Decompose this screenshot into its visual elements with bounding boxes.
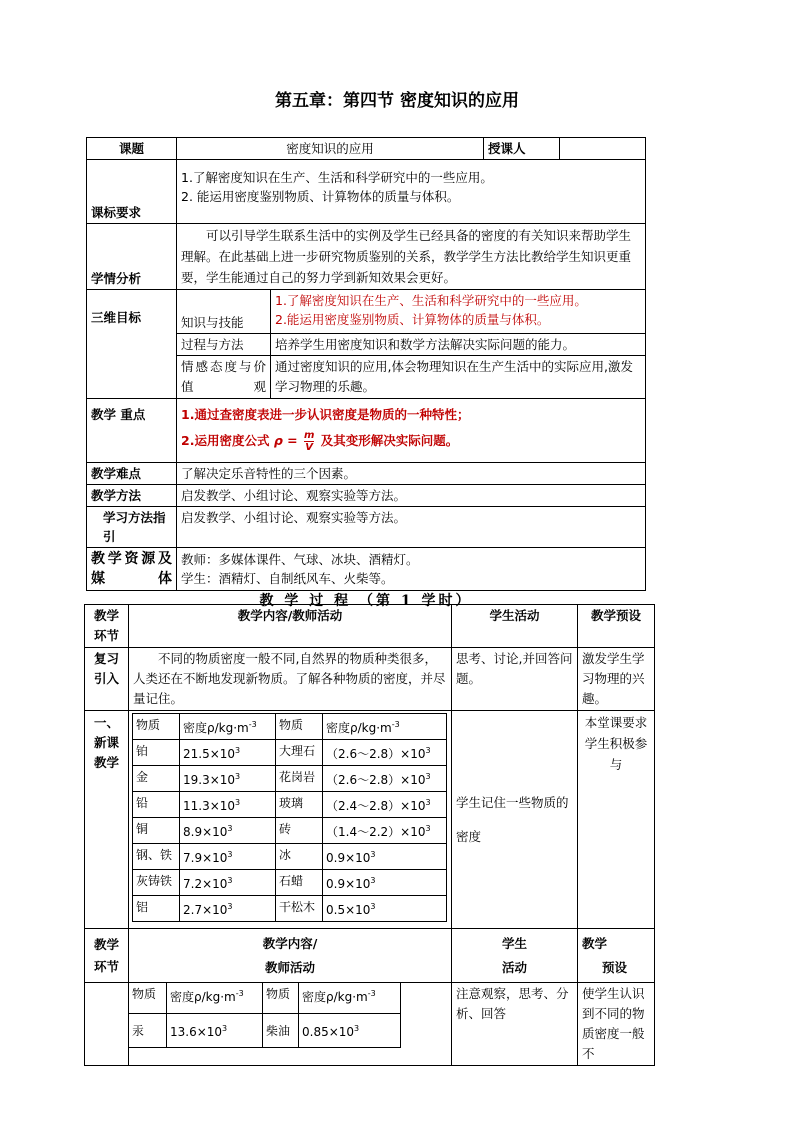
density-exponent: 3: [370, 850, 376, 859]
liquids-table: [128, 982, 401, 1048]
difficulty-text: 了解决定乐音特性的三个因素。: [177, 463, 646, 485]
liquids-header-material-2: 物质: [263, 983, 299, 1014]
density-row: [133, 792, 447, 818]
density-row: [133, 766, 447, 792]
knowledge-line-2: 2.能运用密度鉴别物质、计算物体的质量与体积。: [275, 312, 550, 327]
difficulty-label: 教学难点: [87, 463, 177, 485]
teaching-process-table: [84, 604, 655, 1066]
density-mantissa: 2.7×10: [183, 903, 228, 917]
density-mantissa: 19.3×10: [183, 773, 236, 787]
knowledge-line-1: 1.了解密度知识在生产、生活和科学研究中的一些应用。: [275, 293, 587, 308]
density-table-header: [133, 714, 447, 740]
liquids-header-density-1: [167, 983, 263, 1014]
liquids-row: [129, 1014, 401, 1048]
analysis-text: 可以引导学生联系生活中的实例及学生已经具备的密度的有关知识来帮助学生理解。在此基础上进一步研究物质鉴别的关系，教学学生方法比教给学生知识更重要，学生能通过自己的努力学到新知效果会更好。: [177, 224, 646, 290]
goals-label: 三维目标: [87, 290, 177, 399]
equals-sign: =: [287, 433, 298, 448]
material-name: 砖: [276, 818, 323, 844]
density-exponent: 3: [235, 772, 241, 781]
liquids-stage: [85, 983, 129, 1066]
material-name: 钢、铁: [133, 844, 180, 870]
density-value: [323, 740, 447, 766]
density-mantissa: （1.4～2.2）×10: [326, 825, 426, 839]
density-value: [167, 1014, 263, 1048]
density-value: [180, 792, 276, 818]
standards-line-1: 1.了解密度知识在生产、生活和科学研究中的一些应用。: [181, 170, 493, 185]
density-value: [323, 844, 447, 870]
second-header-preset-line-1: 教学: [582, 935, 608, 951]
emotion-label: 情感态度与价值观: [177, 356, 271, 399]
density-header-material-1: 物质: [133, 714, 180, 740]
resources-content: [177, 548, 646, 591]
material-name: 汞: [129, 1014, 167, 1048]
teacher-label: 授课人: [484, 138, 560, 160]
density-value: [180, 818, 276, 844]
density-mantissa: 0.85×10: [302, 1025, 355, 1039]
density-exponent: 3: [425, 824, 431, 833]
density-table: [132, 713, 447, 922]
second-header-stage: 教学环节: [85, 929, 129, 983]
liquids-header-text-2: 密度ρ/kg·m: [302, 990, 368, 1004]
density-value: [180, 740, 276, 766]
second-header-preset-line-2: 预设: [602, 959, 628, 975]
liquids-header-density-2: [299, 983, 401, 1014]
material-name: 铜: [133, 818, 180, 844]
liquids-table-cell: [129, 983, 452, 1066]
page-title: 第五章：第四节 密度知识的应用: [275, 91, 519, 111]
density-header-density-2: [323, 714, 447, 740]
density-value: [323, 766, 447, 792]
emotion-text: 通过密度知识的应用,体会物理知识在生产生活中的实际应用,激发学习物理的乐趣。: [271, 356, 646, 399]
liquids-header-exp-2: -3: [367, 989, 376, 998]
study-method-label: 学习方法指引: [87, 507, 177, 548]
material-name: 大理石: [276, 740, 323, 766]
knowledge-content: [271, 290, 646, 334]
density-value: [323, 818, 447, 844]
topic-value: 密度知识的应用: [177, 138, 484, 160]
knowledge-label: 知识与技能: [177, 290, 271, 334]
study-method-text: 启发教学、小组讨论、观察实验等方法。: [177, 507, 646, 548]
process-title: 教 学 过 程 （第 1 学时）: [259, 593, 473, 609]
lesson-plan-table: [86, 137, 646, 612]
topic-label: 课题: [87, 138, 177, 160]
density-exponent: 3: [425, 798, 431, 807]
material-name: 铂: [133, 740, 180, 766]
density-mantissa: （2.4～2.8）×10: [326, 799, 426, 813]
density-mantissa: 21.5×10: [183, 747, 236, 761]
formula-denominator: V: [305, 442, 314, 453]
material-name: 柴油: [263, 1014, 299, 1048]
density-value: [180, 870, 276, 896]
key-point-2: [181, 430, 641, 453]
density-row: [133, 870, 447, 896]
density-exponent: 3: [222, 1024, 228, 1033]
method-label: 教学方法: [87, 485, 177, 507]
material-name: 石蜡: [276, 870, 323, 896]
density-exponent: 3: [354, 1024, 360, 1033]
method-text: 启发教学、小组讨论、观察实验等方法。: [177, 485, 646, 507]
material-name: 铅: [133, 792, 180, 818]
density-mantissa: 0.9×10: [326, 851, 371, 865]
new-lesson-preset: 本堂课要求学生积极参与: [578, 711, 655, 929]
density-value: [323, 870, 447, 896]
density-exponent: 3: [227, 902, 233, 911]
density-formula-fraction: [304, 430, 314, 453]
key-points-label: 教学 重点: [87, 399, 177, 463]
density-header-material-2: 物质: [276, 714, 323, 740]
resources-student: 学生：酒精灯、自制纸风车、火柴等。: [181, 571, 394, 586]
liquids-header-text-1: 密度ρ/kg·m: [170, 990, 236, 1004]
key-point-2-post: 及其变形解决实际问题。: [320, 433, 459, 448]
process-method-label: 过程与方法: [177, 334, 271, 356]
material-name: 金: [133, 766, 180, 792]
material-name: 玻璃: [276, 792, 323, 818]
standards-content: [177, 160, 646, 224]
density-mantissa: 7.2×10: [183, 877, 228, 891]
second-header-student-line-1: 学生: [501, 935, 527, 951]
material-name: 花岗岩: [276, 766, 323, 792]
density-mantissa: 0.9×10: [326, 877, 371, 891]
density-row: [133, 818, 447, 844]
liquids-table-header: [129, 983, 401, 1014]
density-value: [323, 792, 447, 818]
header-preset: 教学预设: [578, 605, 655, 648]
standards-label: 课标要求: [87, 160, 177, 224]
key-point-1: 1.通过查密度表进一步认识密度是物质的一种特性；: [181, 407, 470, 422]
material-name: 冰: [276, 844, 323, 870]
density-mantissa: 11.3×10: [183, 799, 236, 813]
density-exponent: 3: [425, 772, 431, 781]
second-header-content: [129, 929, 452, 983]
density-exponent: 3: [227, 876, 233, 885]
header-stage: 教学环节: [85, 605, 129, 648]
second-header-student-line-2: 活动: [501, 959, 527, 975]
density-mantissa: （2.6～2.8）×10: [326, 747, 426, 761]
density-symbol: ρ: [273, 433, 283, 448]
key-point-2-pre: 2.运用密度公式: [181, 433, 270, 448]
density-mantissa: 8.9×10: [183, 825, 228, 839]
density-header-exp-2: -3: [391, 720, 400, 729]
standards-line-2: 2. 能运用密度鉴别物质、计算物体的质量与体积。: [181, 189, 460, 204]
header-content: 教学内容/教师活动: [129, 605, 452, 648]
density-header-text-2: 密度ρ/kg·m: [326, 721, 392, 735]
material-name: 干松木: [276, 896, 323, 922]
density-mantissa: （2.6～2.8）×10: [326, 773, 426, 787]
density-header-exp-1: -3: [248, 720, 257, 729]
liquids-header-material-1: 物质: [129, 983, 167, 1014]
density-table-cell: [129, 711, 452, 929]
teacher-value: [560, 138, 646, 160]
header-student: 学生活动: [452, 605, 578, 648]
density-exponent: 3: [235, 798, 241, 807]
review-student: 思考、讨论,并回答问题。: [452, 648, 578, 711]
second-header-content-line-1: 教学内容/: [262, 935, 318, 951]
density-value: [323, 896, 447, 922]
second-header-content-line-2: 教师活动: [264, 959, 315, 975]
density-exponent: 3: [370, 902, 376, 911]
density-row: [133, 896, 447, 922]
analysis-label: 学情分析: [87, 224, 177, 290]
density-row: [133, 844, 447, 870]
process-method-text: 培养学生用密度知识和数学方法解决实际问题的能力。: [271, 334, 646, 356]
material-name: 铝: [133, 896, 180, 922]
density-exponent: 3: [425, 746, 431, 755]
density-exponent: 3: [227, 850, 233, 859]
liquids-preset: 使学生认识到不同的物质密度一般不: [578, 983, 655, 1066]
formula-numerator: m: [303, 430, 315, 441]
density-mantissa: 7.9×10: [183, 851, 228, 865]
new-lesson-student: 学生记住一些物质的密度: [452, 711, 578, 929]
key-points-content: [177, 399, 646, 463]
liquids-header-exp-1: -3: [235, 989, 244, 998]
density-row: [133, 740, 447, 766]
material-name: 灰铸铁: [133, 870, 180, 896]
review-content: 不同的物质密度一般不同,自然界的物质种类很多，人类还在不断地发现新物质。了解各种物质的密度，并尽量记住。: [129, 648, 452, 711]
review-preset: 激发学生学习物理的兴趣。: [578, 648, 655, 711]
density-header-text-1: 密度ρ/kg·m: [183, 721, 249, 735]
density-header-density-1: [180, 714, 276, 740]
density-exponent: 3: [227, 824, 233, 833]
liquids-student: 注意观察，思考、分析、回答: [452, 983, 578, 1066]
new-lesson-label: 一、新课教学: [85, 711, 129, 929]
density-mantissa: 13.6×10: [170, 1025, 223, 1039]
density-mantissa: 0.5×10: [326, 903, 371, 917]
density-value: [180, 844, 276, 870]
second-header-student: [452, 929, 578, 983]
density-exponent: 3: [235, 746, 241, 755]
resources-teacher: 教师：多媒体课件、气球、冰块、酒精灯。: [181, 552, 419, 567]
density-value: [299, 1014, 401, 1048]
density-value: [180, 896, 276, 922]
review-label: 复习引入: [85, 648, 129, 711]
density-value: [180, 766, 276, 792]
resources-label: 教学资源及媒体: [87, 548, 177, 591]
density-exponent: 3: [370, 876, 376, 885]
second-header-preset: [578, 929, 655, 983]
